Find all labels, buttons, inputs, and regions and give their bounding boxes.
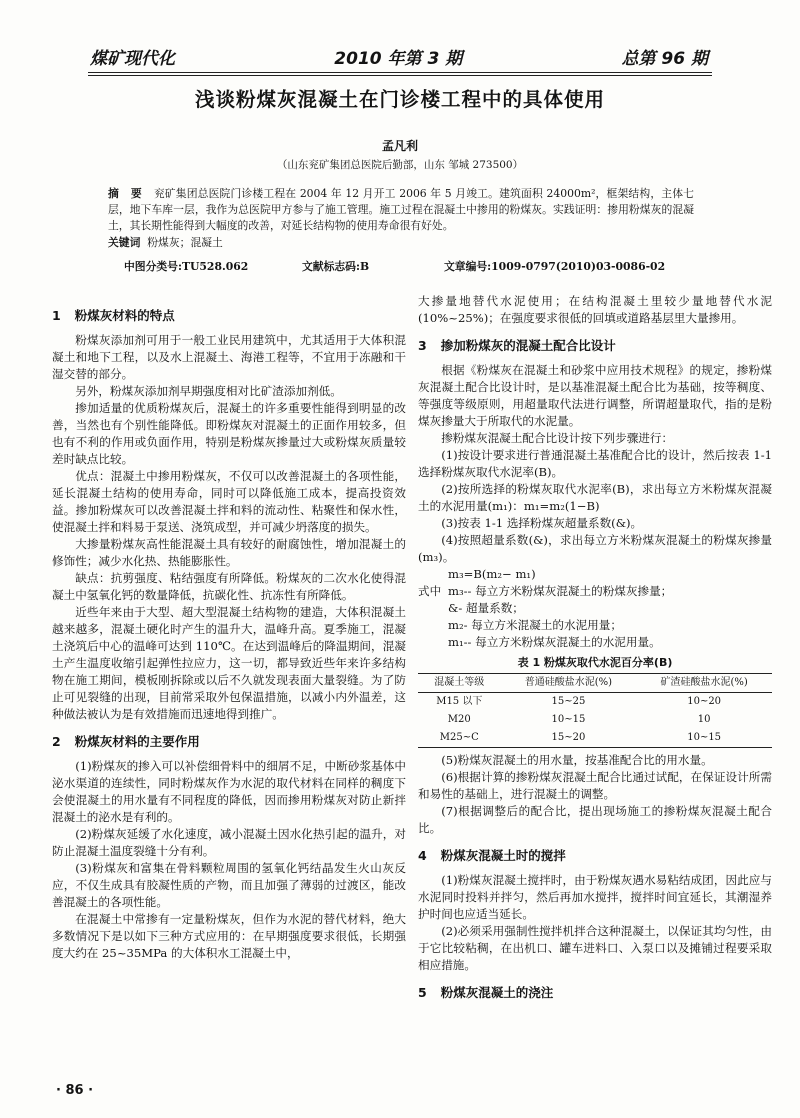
paragraph: 根据《粉煤灰在混凝土和砂浆中应用技术规程》的规定，掺粉煤灰混凝土配合比设计时，是以基准混凝土配合比为基础，按等稠度、等强度等级原则，用超量取代法进行调整，所谓超量取代，指的是粉煤灰掺量大于所取代的水泥量。 bbox=[418, 363, 772, 428]
abstract-text: 兖矿集团总医院门诊楼工程在 2004 年 12 月开工 2006 年 5 月竣工。建筑面积 24000m²，框架结构，主体七层，地下车库一层，我作为总医院甲方参与了施工管理。施工过程在混凝土中掺用的粉煤灰。实践证明：掺用粉煤灰的混凝土，其长期性能得到大幅度的改善，对延长结构物的使用寿命很有好处。 bbox=[108, 187, 694, 232]
right-column bbox=[418, 293, 772, 1009]
paragraph: 另外，粉煤灰添加剂早期强度相对比矿渣添加剂低。 bbox=[75, 384, 342, 398]
keywords-label: 关键词 bbox=[108, 236, 141, 249]
paragraph: 在混凝土中常掺有一定量粉煤灰，但作为水泥的替代材料，绝大多数情况下是以如下三种方式应用的：在早期强度要求很低，长期强度大约在 25~35MPa 的大体积水工混凝土中， bbox=[52, 912, 406, 960]
section-4-heading: 4 粉煤灰混凝土时的搅拌 bbox=[418, 848, 566, 863]
paragraph: (6)根据计算的掺粉煤灰混凝土配合比通过试配，在保证设计所需和易性的基础上，进行混凝土的调整。 bbox=[418, 770, 772, 801]
left-column bbox=[52, 297, 406, 962]
paragraph: (2)必须采用强制性搅拌机拌合这种混凝土，以保证其均匀性，由于它比较粘稠，在出机口、罐车进料口、入泵口以及摊铺过程要采取相应措施。 bbox=[418, 924, 772, 972]
paragraph: (4)按照超量系数(&)，求出每立方米粉煤灰混凝土的粉煤灰掺量(m₃)。 bbox=[418, 533, 772, 564]
definition: &- 超量系数； bbox=[448, 601, 524, 615]
abstract bbox=[108, 186, 694, 234]
header-rule bbox=[88, 72, 712, 73]
total-issue: 总第 96 期 bbox=[621, 49, 708, 69]
definition: m₁-- 每立方米粉煤灰混凝土的水泥用量。 bbox=[448, 635, 661, 649]
paragraph: (2)按所选择的粉煤灰取代水泥率(B)，求出每立方米粉煤灰混凝土的水泥用量(m₁)：m₁=m₂(1−B) bbox=[418, 482, 772, 513]
issue-number: 2010 年第 3 期 bbox=[334, 49, 463, 69]
section-5-heading: 5 粉煤灰混凝土的浇注 bbox=[418, 985, 554, 1000]
keywords-text: 粉煤灰；混凝土 bbox=[147, 236, 223, 249]
journal-name: 煤矿现代化 bbox=[90, 49, 175, 69]
paragraph: 缺点：抗剪强度、粘结强度有所降低。粉煤灰的二次水化使得混凝土中氢氧化钙的数量降低，抗碳化性、抗冻性有所降低。 bbox=[52, 571, 406, 602]
table-header-cell: 混凝土等级 bbox=[434, 677, 485, 688]
section-2-heading: 2 粉煤灰材料的主要作用 bbox=[52, 734, 200, 749]
paragraph: 掺粉煤灰混凝土配合比设计按下列步骤进行： bbox=[441, 431, 674, 445]
page-number: · 86 · bbox=[56, 1083, 94, 1098]
paragraph: (2)粉煤灰延缓了水化速度，减小混凝土因水化热引起的温升，对防止混凝土温度裂缝十分有利。 bbox=[52, 827, 406, 858]
paragraph: 优点：混凝土中掺用粉煤灰，不仅可以改善混凝土的各项性能，延长混凝土结构的使用寿命，同时可以降低施工成本，提高投资效益。掺加粉煤灰可以改善混凝土拌和料的流动性、粘聚性和保水性，使混凝土拌和料易于泵送、浇筑成型，并可减少坍落度的损失。 bbox=[52, 469, 406, 534]
header-rule-secondary bbox=[88, 75, 712, 76]
paragraph-continued: 大掺量地替代水泥使用；在结构混凝土里较少量地替代水泥(10%~25%)；在强度要求很低的回填或道路基层里大量掺用。 bbox=[418, 294, 772, 325]
keywords bbox=[108, 234, 694, 251]
table-1 bbox=[418, 673, 772, 748]
paragraph: (7)根据调整后的配合比，提出现场施工的掺粉煤灰混凝土配合比。 bbox=[418, 804, 772, 835]
table-caption: 表 1 粉煤灰取代水泥百分率(B) bbox=[517, 656, 673, 669]
abstract-label: 摘 要 bbox=[108, 187, 146, 200]
paragraph: 掺加适量的优质粉煤灰后，混凝土的许多重要性能得到明显的改善，当然也有个别性能降低。即粉煤灰对混凝土的正面作用较多，但也有不利的作用或负面作用，特别是粉煤灰掺量过大或粉煤灰质量较差时缺点比较。 bbox=[52, 401, 406, 466]
paragraph: 近些年来由于大型、超大型混凝土结构物的建造，大体积混凝土越来越多，混凝土硬化时产生的温升大，温峰升高。夏季施工，混凝土浇筑后中心的温峰可达到 110℃。在达到温峰后的降温期间，混凝土产生温度收缩引起弹性拉应力，这一切，都导致近些年来许多结构物在施工期间，模板刚拆除或以后不久就发现表面大量裂缝。为了防止可见裂缝的出现，目前常采取外包保温措施，以减小内外温差，这种做法被认为是有效措施而迅速地得到推广。 bbox=[52, 605, 406, 721]
clc-number: 中图分类号:TU528.062 bbox=[124, 260, 249, 273]
paragraph: 大掺量粉煤灰高性能混凝土具有较好的耐腐蚀性，增加混凝土的修饰性；减少水化热、热能膨胀性。 bbox=[52, 537, 406, 568]
paragraph: (5)粉煤灰混凝土的用水量，按基准配合比的用水量。 bbox=[441, 753, 713, 767]
paragraph: (1)粉煤灰的掺入可以补偿细骨料中的细屑不足，中断砂浆基体中泌水渠道的连续性，同时粉煤灰作为水泥的取代材料在同样的稠度下会使混凝土的用水量有不同程度的降低，因而掺用粉煤灰对防止新拌混凝土的泌水是有利的。 bbox=[52, 759, 406, 824]
paragraph: 粉煤灰添加剂可用于一般工业民用建筑中，尤其适用于大体积混凝土和地下工程，以及水上混凝土、海港工程等，不宜用于冻融和干湿交替的部分。 bbox=[52, 333, 406, 381]
table-row: M25~C 15~20 10~15 bbox=[418, 729, 772, 748]
paragraph: (1)粉煤灰混凝土搅拌时，由于粉煤灰遇水易粘结成团，因此应与水泥同时投料并拌匀，然后再加水搅拌，搅拌时间宜延长，其潮湿养护时间也应适当延长。 bbox=[418, 873, 772, 921]
section-1-heading: 1 粉煤灰材料的特点 bbox=[52, 308, 175, 323]
affiliation: （山东兖矿集团总医院后勤部，山东 邹城 273500） bbox=[276, 159, 524, 171]
table-header-cell: 普通硅酸盐水泥(%) bbox=[524, 677, 613, 688]
table-row: M15 以下 15~25 10~20 bbox=[436, 696, 722, 707]
formula: m₃=B(m₂− m₁) bbox=[448, 567, 536, 581]
author: 孟凡利 bbox=[381, 139, 418, 153]
table-header-cell: 矿渣硅酸盐水泥(%) bbox=[660, 677, 748, 688]
running-header bbox=[90, 42, 708, 68]
paragraph: (1)按设计要求进行普通混凝土基准配合比的设计，然后按表 1-1 选择粉煤灰取代水泥率(B)。 bbox=[418, 448, 772, 479]
paragraph: (3)按表 1-1 选择粉煤灰超量系数(&)。 bbox=[441, 516, 643, 530]
paragraph: (3)粉煤灰和富集在骨料颗粒周围的氢氧化钙结晶发生火山灰反应，不仅生成具有胶凝性质的产物，而且加强了薄弱的过渡区，能改善混凝土的各项性能。 bbox=[52, 861, 406, 909]
definition: m₃-- 每立方米粉煤灰混凝土的粉煤灰掺量； bbox=[448, 584, 673, 598]
document-code: 文献标志码:B bbox=[302, 260, 370, 273]
formula-definitions bbox=[418, 583, 772, 651]
where-label: 式中 bbox=[418, 584, 442, 598]
section-3-heading: 3 掺加粉煤灰的混凝土配合比设计 bbox=[418, 338, 616, 353]
definition: m₂- 每立方米混凝土的水泥用量； bbox=[448, 618, 622, 632]
article-number: 文章编号:1009-0797(2010)03-0086-02 bbox=[444, 260, 666, 273]
table-row: M20 10~15 10 bbox=[447, 714, 711, 725]
article-title: 浅谈粉煤灰混凝土在门诊楼工程中的具体使用 bbox=[194, 88, 605, 111]
